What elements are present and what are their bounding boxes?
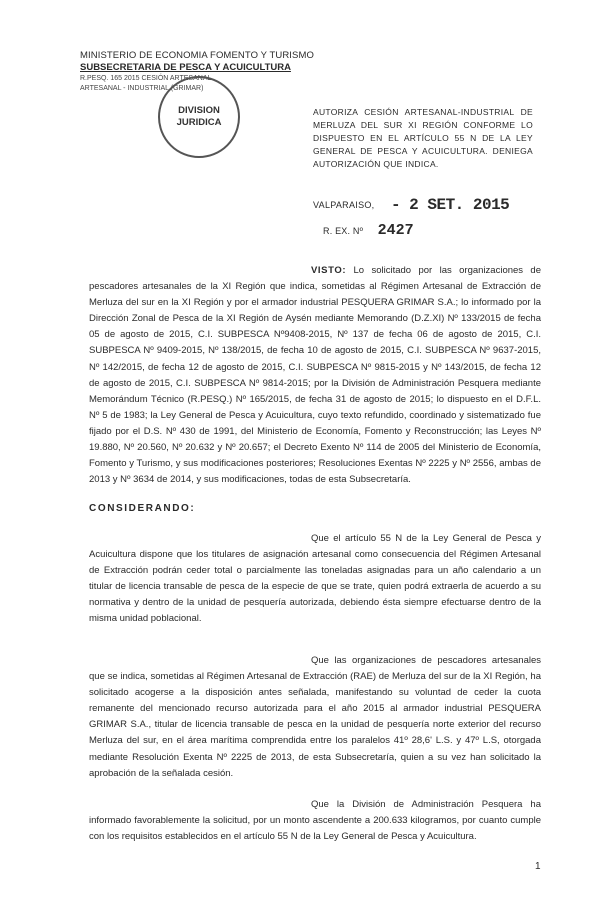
visto-text: Lo solicitado por las organizaciones de pescadores artesanales de la XI Región que indica, sometidas al Régimen Artesanal de Extracción de Merluza del sur en la XI Región y por el armador industrial PESQUERA GRIMAR S.A.; lo informado por la Dirección Zonal de Pesca de la XI Región de Aysén mediante Memorando (D.Z.XI) Nº 133/2015 de fecha 05 de agosto de 2015, C.I. SUBPESCA Nº9408-2015, Nº 137 de fecha 06 de agosto de 2015, C.I. SUBPESCA Nº 9409-2015, Nº 138/2015, de fecha 10 de agosto de 2015, C.I. SUBPESCA Nº 9637-2015, Nº 142/2015, de fecha 12 de agosto de 2015, C.I. SUBPESCA Nº 9815-2015 y Nº 143/2015, de fecha 12 de agosto de 2015, C.I. SUBPESCA Nº 9814-2015; por la División de Administración Pesquera mediante Memorándum Técnico (R.PESQ.) Nº 165/2015, de fecha 31 de agosto de 2015; lo dispuesto en el D.F.L. Nº 5 de 1983; la Ley General de Pesca y Acuicultura, cuyo texto refundido, coordinado y sistematizado fue fijado por el D.S. Nº 430 de 1991, del Ministerio de Economía, Fomento y Reconstrucción; las Leyes Nº 19.880, Nº 20.560, Nº 20.632 y Nº 20.657; el Decreto Exento Nº 114 de 2005 del Ministerio de Economía, Fomento y Turismo, y sus modificaciones posteriores; Resoluciones Exentas Nº 2225 y Nº 2556, ambas de 2013 y Nº 3634 de 2014, y sus modificaciones, todas de esta Subsecretaría. — [89, 265, 542, 486]
considerando-paragraph-1: Que el artículo 55 N de la Ley General de Pesca y Acuicultura dispone que los titulares de asignación artesanal como consecuencia del Régimen Artesanal de Extracción podrán ceder total o parcialmente las toneladas asignadas para un año calendario a un titular de licencia transable de pesca de la especie de que se trate, quien podrá extraerla de acuerdo a su normativa y dentro de la unidad de pesquería autorizada, debiendo ésta siempre efectuarse dentro de la misma unidad poblacional. — [89, 533, 541, 625]
stamp-line-2: JURIDICA — [176, 117, 222, 128]
division-juridica-stamp — [158, 76, 240, 158]
visto-paragraph — [89, 263, 541, 488]
resolution-number-line — [323, 222, 414, 240]
date-stamp: - 2 SET. 2015 — [390, 196, 510, 214]
resolution-label: R. EX. Nº — [323, 225, 364, 236]
resolution-number: 2427 — [377, 222, 414, 240]
reference-line: R.PESQ. 165 2015 CESIÓN ARTESANAL — [80, 75, 212, 82]
place-and-date — [313, 196, 509, 214]
subsecretaria-name: SUBSECRETARIA DE PESCA Y ACUICULTURA — [80, 62, 291, 73]
place-label: VALPARAISO, — [313, 200, 375, 210]
page-number: 1 — [535, 861, 541, 872]
considerando-heading: CONSIDERANDO: — [89, 503, 196, 514]
considerando-paragraph-2: Que las organizaciones de pescadores artesanales que se indica, sometidas al Régimen Artesanal de Extracción (RAE) de Merluza del sur de la XI Región, ha solicitado acogerse a la disposición antes señalada, manifestando su voluntad de ceder la cuota remanente del mencionado recurso autorizada para el año 2015 al armador industrial PESQUERA GRIMAR S.A., titular de licencia transable de pesca en la unidad de pesquería norte exterior del recurso Merluza del sur, en el área marítima comprendida entre los paralelos 41º 28,6' L.S. y 47º L.S, otorgada mediante Resolución Exenta Nº 2225 de 2013, de esta Subsecretaría, quien a su vez han solicitado la aprobación de la señalada cesión. — [89, 655, 541, 779]
unit-line: ARTESANAL - INDUSTRIAL (GRIMAR) — [80, 85, 204, 92]
visto-lead: VISTO: — [311, 265, 347, 276]
considerando-paragraph-3: Que la División de Administración Pesquera ha informado favorablemente la solicitud, por un monto ascendente a 200.633 kilogramos, por cuanto cumple con los requisitos establecidos en el artículo 55 N de la Ley General de Pesca y Acuicultura. — [89, 799, 541, 843]
ministry-name: MINISTERIO DE ECONOMIA FOMENTO Y TURISMO — [80, 50, 314, 61]
stamp-line-1: DIVISION — [178, 105, 220, 116]
resolution-subject: AUTORIZA CESIÓN ARTESANAL-INDUSTRIAL DE MERLUZA DEL SUR XI REGIÓN CONFORME LO DISPUESTO EN EL ARTÍCULO 55 N DE LA LEY GENERAL DE PESCA Y ACUICULTURA. DENIEGA AUTORIZACIÓN QUE INDICA. — [313, 107, 533, 169]
